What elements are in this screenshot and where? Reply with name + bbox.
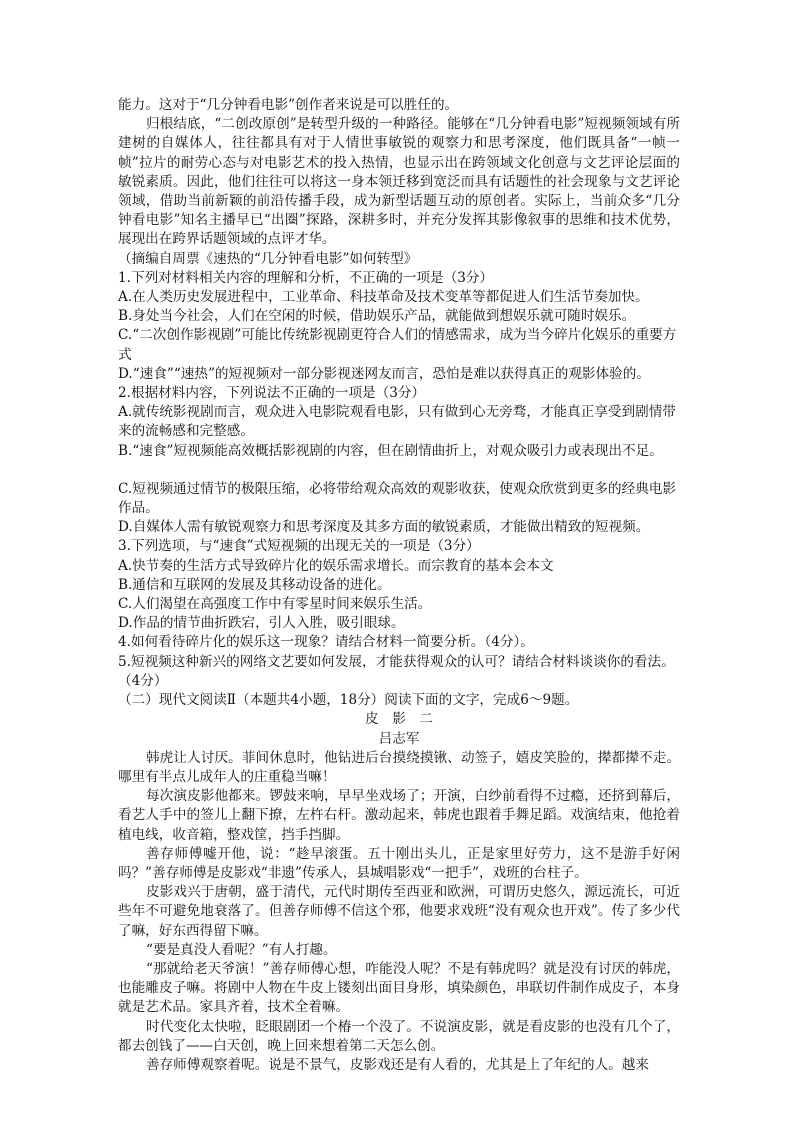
story-paragraph: 善存师傅观察着呢。说是不景气，皮影戏还是有人看的，尤其是上了年纪的人。越来 [146, 1056, 649, 1073]
story-paragraph: 每次演皮影他都来。锣鼓来响，早早坐戏场了；开演，白纱前看得不过瘾，还挤到幕后，看艺人手中的签儿上翻下撩，左杵右杆。激动起来，韩虎也跟着手舞足蹈。戏演结束，他抢着植电线，收音箱，整戏筐，挡手挡脚。 [118, 788, 680, 843]
story-paragraph: “那就给老天爷演！”善存师傅心想，咋能没人呢？不是有韩虎吗？就是没有讨厌的韩虎，也能雕皮子嘛。将剧中人物在牛皮上镂刻出面目身形，填染颜色，串联切件制作成皮子，本身就是艺术品。家具齐着，技术全着嘛。 [118, 960, 680, 1016]
story-author: 吕志军 [378, 730, 420, 747]
story-paragraph: 时代变化太快啦，眨眼剧团一个椿一个没了。不说演皮影，就是看皮影的也没有几个了，都去创钱了——白天创，晚上回来想着第二天怎么创。 [118, 1018, 680, 1054]
document-content [118, 96, 680, 1075]
question-1-option-d: D.“速食”“速热”的短视频对一部分影视迷网友而言，恐怕是难以获得真正的观影体验的。 [118, 365, 650, 382]
question-4: 4.如何看待碎片化的娱乐这一现象？请结合材料一简要分析。（4分）。 [118, 634, 534, 651]
question-2: 2.根据材料内容，下列说法不正确的一项是（3分） [118, 385, 426, 402]
question-1-option-b: B.身处当今社会，人们在空闲的时候，借助娱乐产品，就能做到想娱乐就可随时娱乐。 [118, 308, 636, 325]
question-2-option-d: D.自媒体人需有敏锐观察力和思考深度及其多方面的敏锐素质，才能做出精致的短视频。 [118, 519, 650, 536]
question-2-option-b: B.“速食”短视频能高效概括影视剧的内容，但在剧情曲折上，对观众吸引力或表现出不足。 [118, 442, 663, 459]
story-paragraph: 皮影戏兴于唐朝，盛于清代，元代时期传至西亚和欧洲，可谓历史悠久，源远流长，可近些年不可避免地衰落了。但善存师傅不信这个邪，他要求戏班“没有观众也开戏”。传了多少代了嘛，好东西得留下嘛。 [118, 884, 680, 939]
question-1-option-a: A.在人类历史发展进程中，工业革命、科技革命及技术变革等都促进人们生活节奏加快。 [118, 289, 649, 306]
question-1: 1.下列对材料相关内容的理解和分析，不正确的一项是（3分） [118, 269, 494, 286]
question-3-option-b: B.通信和互联网的发展及其移动设备的进化。 [118, 576, 391, 593]
story-paragraph: 韩虎让人讨厌。菲间休息时，他钻进后台摸绕摸锹、动签子，嬉皮笑脸的，撵都撵不走。哪里有半点儿成年人的庄重稳当嘛！ [118, 749, 680, 785]
blank-line [118, 461, 680, 480]
section-heading: （二）现代文阅读Ⅱ（本题共4小题，18分）阅读下面的文字，完成6～9题。 [118, 692, 579, 709]
question-2-option-a: A.就传统影视剧而言，观众进入电影院观看电影，只有做到心无旁骛，才能真正享受到剧情带来的流畅感和完整感。 [118, 404, 676, 440]
question-2-option-c: C.短视频通过情节的极限压缩，必将带给观众高效的观影收获，使观众欣赏到更多的经典电影作品。 [118, 480, 676, 517]
passage-paragraph: 归根结底，“二创改原创”是转型升级的一种路径。能够在“几分钟看电影”短视频领域有所建树的自媒体人，往往都具有对于人情世事敏锐的观察力和思考深度，他们既具备“一帧一帧”拉片的耐劳心态与对电影艺术的投入热情，也显示出在跨领域文化创意与文艺评论层面的敏锐素质。因此，他们往往可以将这一身本领迁移到宽泛而具有话题性的社会现象与文艺评论领域，借助当前新颖的前沿传播手段，成为新型话题互动的原创者。实际上，当前众多“几分钟看电影”知名主播早已“出圈”探路，深耕多时，并充分发挥其影像叙事的思维和技术优势，展现出在跨界话题领域的点评才华。 [118, 116, 680, 248]
passage-source: （摘编自周票《速热的“几分钟看电影”如何转型》 [118, 250, 418, 267]
question-3-option-a: A.快节奏的生活方式导致碎片化的娱乐需求增长。而宗教育的基本会本文 [118, 557, 554, 574]
passage-paragraph: 能力。这对于“几分钟看电影”创作者来说是可以胜任的。 [118, 97, 459, 113]
question-3: 3.下列选项，与“速食”式短视频的出现无关的一项是（3分） [118, 538, 480, 555]
question-3-option-c: C.人们渴望在高强度工作中有零星时间来娱乐生活。 [118, 596, 432, 613]
story-title: 皮 影 二 [365, 711, 433, 728]
story-paragraph: 善存师傅嘘开他，说：“趁早滚蛋。五十刚出头儿，正是家里好劳力，这不是游手好闲吗？”善存师傅是皮影戏“非遗”传承人，县城唱影戏“一把手”，戏班的台柱子。 [118, 845, 680, 881]
question-3-option-d: D.作品的情节曲折跌宕，引人入胜，吸引眼球。 [118, 615, 405, 632]
story-paragraph: “要是真没人看呢？”有人打趣。 [146, 941, 337, 958]
question-1-option-c: C.“二次创作影视剧”可能比传统影视剧更符合人们的情感需求，成为当今碎片化娱乐的重要方式 [118, 327, 677, 363]
question-5: 5.短视频这种新兴的网络文艺要如何发展，才能获得观众的认可？请结合材料谈谈你的看法。（4分） [118, 653, 675, 689]
